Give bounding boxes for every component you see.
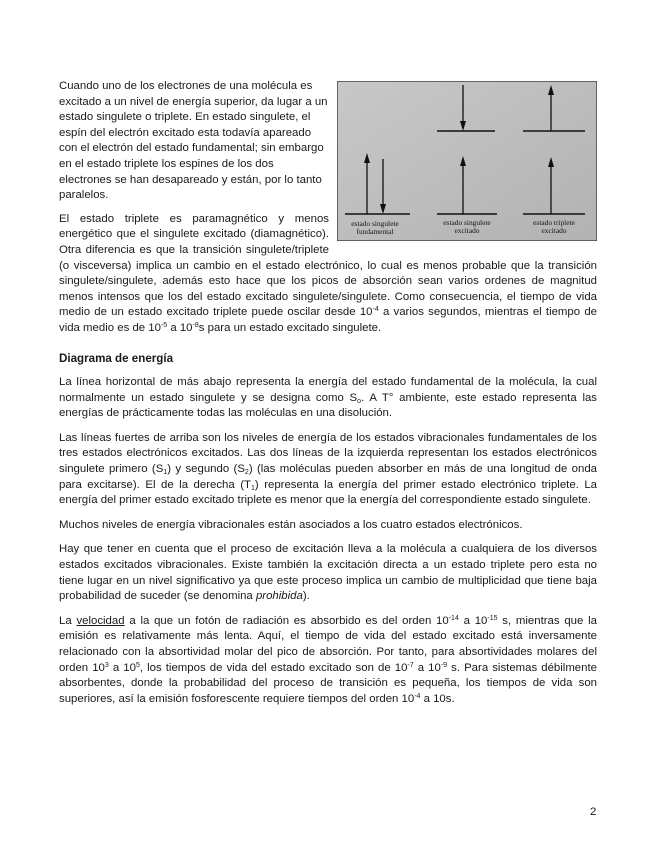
paragraph-ground-state: La línea horizontal de más abajo representa la energía del estado fundamental de la molécula, la cual normalmente un estado singulete y se designa como $S_o$. A T° ambiente, este estado representa las energías de prácticamente todas las moléculas en una disolución. (59, 376, 598, 420)
section-heading: Diagrama de energía (59, 351, 174, 365)
figure-background (337, 81, 597, 241)
label-triplet-line2: excitado (541, 226, 567, 235)
label-triplet-line1: estado triplete (533, 218, 575, 227)
paragraph-velocity: La velocidad a la que un fotón de radiación es absorbido es del orden $10^{-14}$ a $10^{-15}$ s, mientras que la emisión es relativamente más lenta. Aquí, el tiempo de vida del estado excitado está inversamente relacionado con la absortividad molar del pico de absorción. Por tanto, para absortividades molares del orden $10^3$ a $10^5$, los tiempos de vida del estado excitado son de $10^{-7}$ a $10^{-9}$ s. Para sistemas débilmente absorbentes, donde la probabilidad del proceso de transición es pequeña, los tiempos de vida son superiores, así la emisión fosforescente requiere tiempos del orden $10^{-4}$ a 10s. (59, 614, 597, 705)
spin-states-figure (337, 81, 597, 241)
paragraph-excited-levels: Las líneas fuertes de arriba son los niveles de energía de los estados vibracionales fundamentales de los tres estados electrónicos excitados. Las dos líneas de la izquierda representan los estados electrónicos singulete primero $(S_1)$ y segundo $(S_2)$ (las moléculas pueden absorber en más de una longitud de onda para excitarse). El de la derecha $(T_1)$ representa la energía del primer estado electrónico triplete. La energía del primer estado excitado triplete es menor que la energía del correspondiente estado singulete. (59, 431, 598, 507)
paragraph-intro: Cuando uno de los electrones de una molécula es excitado a un nivel de energía superior, da lugar a un estado singulete o triplete. En estado singulete, el espín del electrón excitado esta todavía apareado con el electrón del estado fundamental; sin embargo en el estado triplete los espines de los dos electrones se han desapareado y están, por lo tanto paralelos. (59, 80, 328, 202)
label-singlet-line2: excitado (454, 226, 480, 235)
paragraph-excitation: Hay que tener en cuenta que el proceso de excitación lleva a la molécula a cualquiera de los diversos estados excitados vibracionales. Existe también la excitación directa a un estado triplete pero esta no tiene lugar en un nivel significativo ya que este proceso implica un cambio de multiplicidad que tiene baja probabilidad de suceder (se denomina prohibida). (59, 543, 597, 603)
spin-states-diagram (337, 81, 597, 241)
document-content (59, 79, 597, 716)
paragraph-triplet: El estado triplete es paramagnético y menos energético que el singulete excitado (diamagnético). Otra diferencia es que la transición singulete/triplete (o visceversa) implica un cambio en el estado electrónico, lo cual es menos probable que la transición singulete/singulete, además esto hace que los picos de absorción sean varios ordenes de magnitud menos intensos que los del estado excitado singulete/singulete. Como consecuencia, el tiempo de vida medio de un estado excitado triplete puede oscilar desde $10^{-4}$ a varios segundos, mientras el tiempo de vida medio es de $10^{-5}$ a $10^{-8}s$ para un estado excitado singulete. (59, 212, 597, 334)
label-ground-line1: estado singulete (351, 219, 399, 228)
paragraph-vibrational: Muchos niveles de energía vibracionales están asociados a los cuatro estados electrónicos. (59, 518, 523, 531)
page-number: 2 (590, 806, 597, 818)
velocidad-link[interactable]: velocidad (76, 614, 125, 627)
label-ground-line2: fundamental (356, 227, 394, 236)
label-singlet-line1: estado singulete (443, 218, 491, 227)
